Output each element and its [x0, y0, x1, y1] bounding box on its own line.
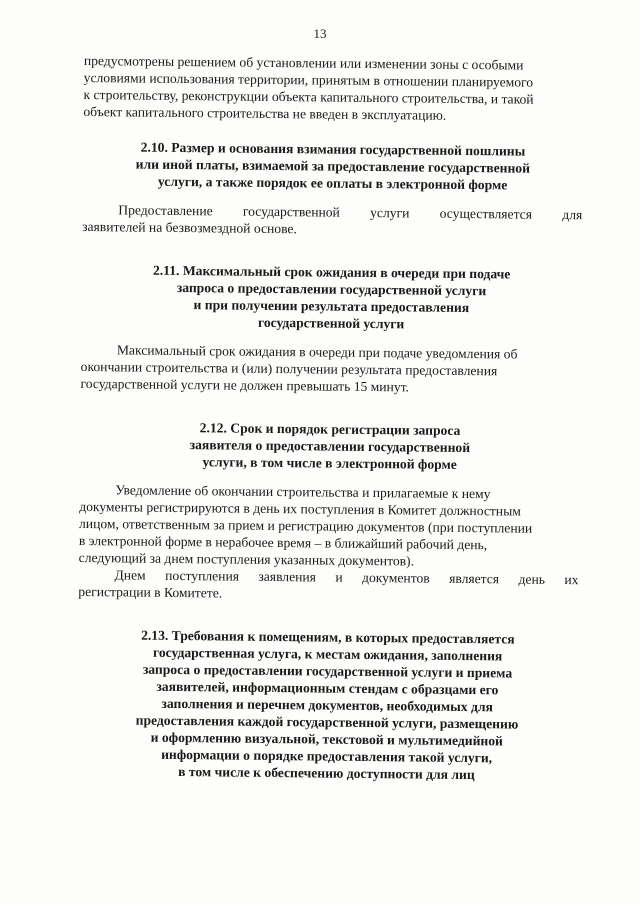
word: день — [518, 571, 546, 587]
word: Предоставление — [118, 202, 213, 219]
heading-line: услуги, а также порядок ее оплаты в электронной форме — [157, 173, 508, 193]
heading-line: заявителей, информационным стендам с образцами его — [156, 678, 499, 698]
word: их — [564, 572, 579, 588]
word: государственной — [242, 203, 340, 220]
word: для — [562, 207, 583, 223]
word: Днем — [114, 567, 146, 583]
heading-line: 2.11. Максимальный срок ожидания в очереди при подаче — [152, 262, 511, 282]
text-line: к строительству, реконструкции объекта капитального строительства, и такой — [83, 86, 534, 107]
text-line: условиями использования территории, принятым в отношении планируемого — [83, 69, 534, 90]
heading-line: 2.12. Срок и порядок регистрации запроса — [199, 420, 461, 438]
heading-line: в том числе к обеспечению доступности для лиц — [178, 764, 475, 783]
word: является — [449, 570, 500, 587]
word: осуществляется — [439, 205, 533, 222]
heading-line: заявителя о предоставлении государственной — [189, 437, 471, 456]
word: заявления — [258, 568, 317, 585]
word: и — [335, 569, 343, 585]
heading-line: информации о порядке предоставления такой услуги, — [161, 746, 493, 766]
heading-line: заполнения и перечнем документов, необходимых для — [161, 695, 493, 715]
word: услуги — [370, 205, 410, 221]
heading-line: 2.10. Размер и основания взимания государственной пошлины — [140, 139, 526, 159]
text-line: в электронной форме в нерабочее время – в ближайший рабочий день, — [78, 532, 488, 553]
heading-line: услуги, в том числе в электронной форме — [202, 454, 457, 472]
word: документов — [362, 569, 430, 586]
text-line: лицом, ответственным за прием и регистрацию документов (при поступлении — [78, 515, 533, 536]
page-content — [76, 52, 584, 784]
heading-line: и оформлению визуальной, текстовой и мультимедийной — [150, 729, 504, 749]
text-line: Максимальный срок ожидания в очереди при подаче уведомления об — [116, 342, 518, 362]
heading-line: или иной платы, взимаемой за предоставление государственной — [135, 156, 531, 176]
heading-line: запроса о предоставлении государственной услуги — [176, 279, 487, 299]
text-line: государственной услуги не должен превышать 15 минут. — [80, 375, 410, 395]
text-line: Уведомление об окончании строительства и прилагаемые к нему — [115, 482, 491, 502]
word: поступления — [165, 567, 240, 584]
section-heading-2-12 — [80, 418, 581, 474]
section-heading-2-11 — [81, 261, 582, 334]
text-line: предусмотрены решением об установлении или изменении зоны с особыми — [83, 52, 524, 73]
section-paragraph-2-12 — [78, 481, 579, 605]
section-heading-2-10 — [83, 138, 584, 194]
text-line: объект капитального строительства не введен в эксплуатацию. — [83, 103, 447, 123]
text-line: документы регистрируются в день их поступления в Комитет должностным — [79, 498, 521, 519]
heading-line: 2.13. Требования к помещениям, в которых предоставляется — [141, 627, 515, 647]
text-line: регистрации в Комитете. — [78, 583, 223, 601]
page-number: 13 — [313, 26, 327, 41]
heading-line: запроса о предоставлении государственной услуги и приема — [142, 661, 513, 681]
heading-line: государственная услуга, к местам ожидания, заполнения — [152, 644, 503, 664]
section-paragraph-2-11 — [80, 341, 581, 397]
text-line: заявителей на безвозмездной основе. — [82, 218, 297, 237]
text-line: окончании строительства и (или) получении результата предоставления — [80, 358, 498, 379]
heading-line: государственной услуги — [257, 314, 405, 332]
section-paragraph-2-10 — [82, 201, 582, 240]
heading-line: и при получении результата предоставления — [193, 297, 470, 316]
intro-paragraph — [83, 52, 584, 125]
text-line: следующий за днем поступления указанных документов). — [78, 549, 415, 569]
heading-line: предоставления каждой государственной услуги, размещению — [135, 712, 519, 732]
section-heading-2-13 — [76, 626, 578, 784]
